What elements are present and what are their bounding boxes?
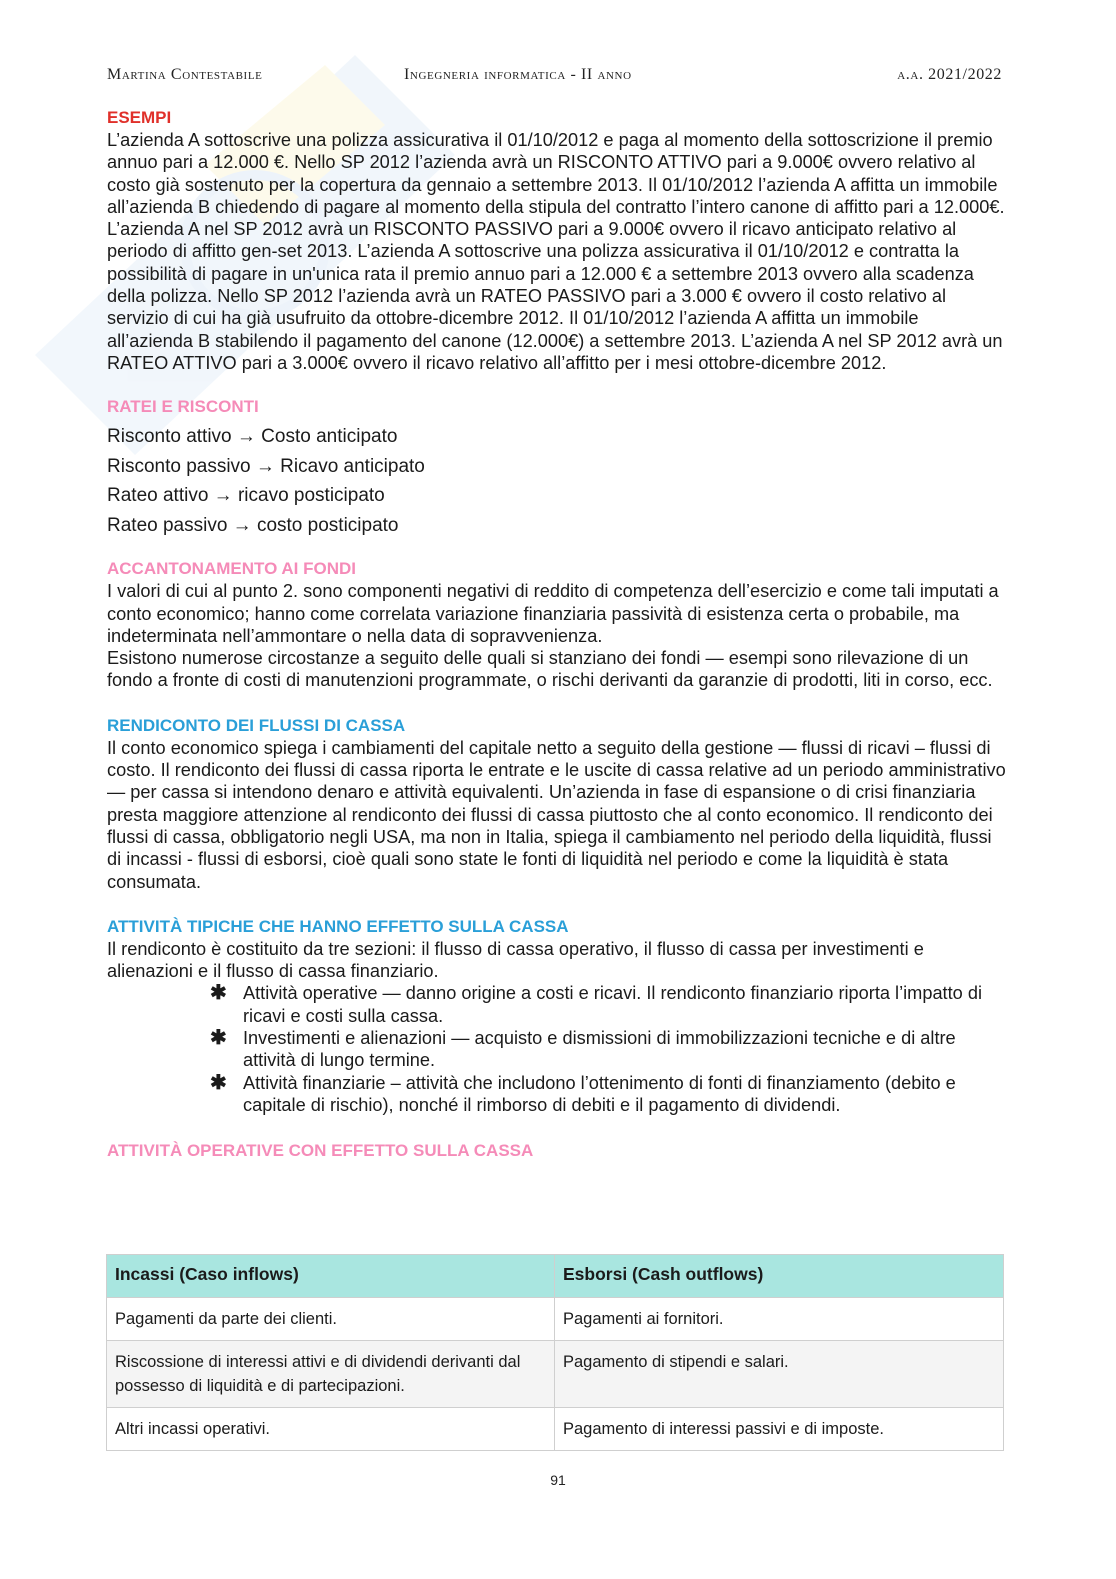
accantonamento-body-2: Esistono numerose circostanze a seguito delle quali si stanziano dei fondi — esempi sono rilevazione di un fondo a fronte di costi di manutenzioni programmate, o rischi derivanti da garanzie di prodotti, liti in corso, ecc. [107,648,993,691]
table-cell: Pagamenti da parte dei clienti. [107,1298,555,1341]
table-cell: Pagamento di stipendi e salari. [555,1341,1004,1408]
attivita-tipiche-body: Il rendiconto è costituito da tre sezioni: il flusso di cassa operativo, il flusso di cassa per investimenti e alienazioni e il flusso di cassa finanziario. [107,938,924,982]
header-author: Martina Contestabile [107,66,263,83]
esempi-heading: ESEMPI [107,108,172,127]
accantonamento-heading: ACCANTONAMENTO AI FONDI [107,559,357,579]
table-cell: Pagamenti ai fornitori. [555,1298,1004,1341]
table-row [107,1298,1004,1341]
list-item [210,982,1007,1027]
page-header [107,66,1002,86]
table-cell: Riscossione di interessi attivi e di dividendi derivanti dal possesso di liquidità e di partecipazioni. [107,1341,555,1408]
ratei-item: Rateo passivo → costo posticipato [107,514,399,536]
asterisk-bullet-icon: ✱ [210,1027,227,1050]
page-number: 91 [550,1472,566,1488]
attivita-operative-heading: ATTIVITÀ OPERATIVE CON EFFETTO SULLA CASSA [107,1141,534,1161]
ratei-item: Risconto attivo → Costo anticipato [107,426,398,448]
list-item-text: Attività finanziarie – attività che includono l’ottenimento di fonti di finanziamento (debito e capitale di rischio), nonché il rimborso di debiti e il pagamento di dividendi. [243,1072,956,1115]
ratei-item: Rateo attivo → ricavo posticipato [107,485,385,507]
rendiconto-body: Il conto economico spiega i cambiamenti del capitale netto a seguito della gestione — flussi di ricavi – flussi di costo. Il rendiconto dei flussi di cassa riporta le entrate e le uscite di cassa relative ad un periodo amministrativo — per cassa si intendono denaro e attività equivalenti. Un’azienda in fase di espansione o di crisi finanziaria presta maggiore attenzione al rendiconto dei flussi di cassa piuttosto che al conto economico. Il rendiconto dei flussi di cassa, obbligatorio negli USA, ma non in Italia, spiega il cambiamento nel periodo della liquidità, flussi di incassi - flussi di esborsi, cioè quali sono state le fonti di liquidità nel periodo e come la liquidità è stata consumata. [107,737,1006,892]
table-row [107,1341,1004,1408]
table-row [107,1408,1004,1451]
list-item [210,1072,1007,1117]
ratei-list [107,422,1007,540]
header-academic-year: a.a. 2021/2022 [897,66,1002,83]
table-header-cell: Incassi (Caso inflows) [107,1255,555,1298]
rendiconto-heading: RENDICONTO DEI FLUSSI DI CASSA [107,715,406,735]
asterisk-bullet-icon: ✱ [210,982,227,1005]
table-header-cell: Esborsi (Cash outflows) [555,1255,1004,1298]
table-header-row [107,1255,1004,1298]
header-course: Ingegneria informatica - II anno [404,66,632,83]
table-cell: Pagamento di interessi passivi e di imposte. [555,1408,1004,1451]
accantonamento-body-1: I valori di cui al punto 2. sono componenti negativi di reddito di competenza dell’esercizio e come tali imputati a conto economico; hanno come correlata variazione finanziaria passività di esistenza certa o probabile, ma indeterminata nell’ammontare o nella data di sopravvenienza. [107,581,999,646]
asterisk-bullet-icon: ✱ [210,1071,227,1094]
ratei-heading: RATEI E RISCONTI [107,397,259,417]
ratei-item: Risconto passivo → Ricavo anticipato [107,455,425,477]
esempi-body: L’azienda A sottoscrive una polizza assicurativa il 01/10/2012 e paga al momento della sottoscrizione il premio annuo pari a 12.000 €. Nello SP 2012 l’azienda avrà un RISCONTO ATTIVO pari a 9.000€ ovvero relativo al costo già sostenuto per la copertura da gennaio a settembre 2013. Il 01/10/2012 l’azienda A affitta un immobile all’azienda B chiedendo di pagare al momento della stipula del contratto l’intero canone di affitto pari a 12.000€. L’azienda A nel SP 2012 avrà un RISCONTO PASSIVO pari a 9.000€ ovvero il ricavo anticipato relativo al periodo di affitto gen-set 2013. L’azienda A sottoscrive una polizza assicurativa il 01/10/2012 e contratta la possibilità di pagare in un'unica rata il premio annuo pari a 12.000 € a settembre 2013 ovvero alla scadenza della polizza. Nello SP 2012 l’azienda avrà un RATEO PASSIVO pari a 3.000 € ovvero il costo relativo al servizio di cui ha già usufruito da ottobre-dicembre 2012. Il 01/10/2012 l’azienda A affitta un immobile all’azienda B stabilendo il pagamento del canone (12.000€) a settembre 2013. L’azienda A nel SP 2012 avrà un RATEO ATTIVO pari a 3.000€ ovvero il ricavo relativo all’affitto per i mesi ottobre-dicembre 2012. [107,130,1005,373]
page-content [107,107,1007,1162]
cash-flow-table [106,1254,1004,1451]
list-item [210,1027,1007,1072]
table-cell: Altri incassi operativi. [107,1408,555,1451]
list-item-text: Investimenti e alienazioni — acquisto e dismissioni di immobilizzazioni tecniche e di altre attività di lungo termine. [243,1028,956,1071]
attivita-tipiche-heading: ATTIVITÀ TIPICHE CHE HANNO EFFETTO SULLA CASSA [107,916,569,936]
attivita-list [210,982,1007,1116]
list-item-text: Attività operative — danno origine a costi e ricavi. Il rendiconto finanziario riporta l’impatto di ricavi e costi sulla cassa. [243,983,982,1026]
